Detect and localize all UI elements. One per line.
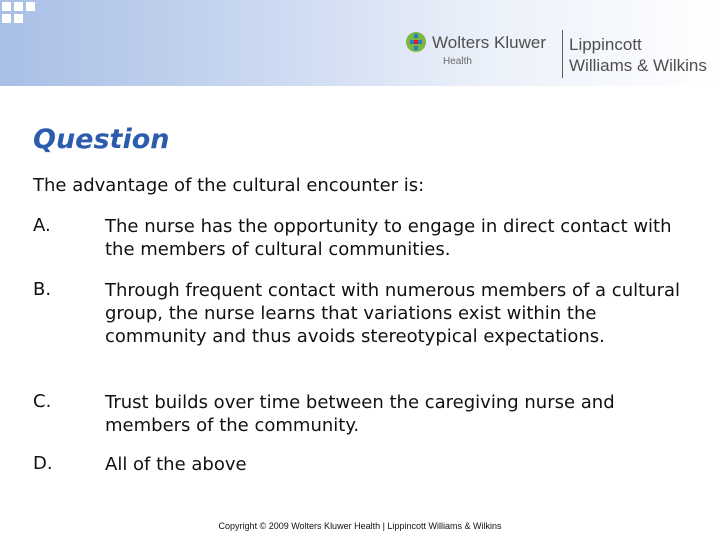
- decorative-squares: [0, 0, 60, 30]
- logo-divider: [562, 30, 563, 78]
- slide-title: Question: [33, 124, 170, 155]
- wolters-kluwer-logo-mark-icon: [405, 31, 427, 53]
- option-c-text: Trust builds over time between the caregiving nurse and members of the community.: [105, 392, 615, 436]
- option-d-letter: D.: [33, 453, 53, 474]
- option-b-text: Through frequent contact with numerous members of a cultural group, the nurse learns that variations exist within the community and thus avoids stereotypical expectations.: [105, 280, 681, 347]
- logo-lippincott: Lippincott: [569, 35, 642, 54]
- option-d-text: All of the above: [105, 454, 247, 475]
- copyright-footer: Copyright © 2009 Wolters Kluwer Health | Lippincott Williams & Wilkins: [218, 521, 502, 531]
- logo-williams-wilkins: Williams & Wilkins: [569, 56, 707, 75]
- option-a-letter: A.: [33, 215, 51, 236]
- option-a-text: The nurse has the opportunity to engage in direct contact with the members of cultural communities.: [105, 216, 672, 260]
- question-prompt: The advantage of the cultural encounter is:: [33, 175, 425, 196]
- publisher-logo: [405, 28, 720, 82]
- option-b-letter: B.: [33, 279, 52, 300]
- option-c-letter: C.: [33, 391, 52, 412]
- logo-wolters-kluwer: Wolters Kluwer: [432, 33, 546, 52]
- logo-health: Health: [443, 56, 472, 67]
